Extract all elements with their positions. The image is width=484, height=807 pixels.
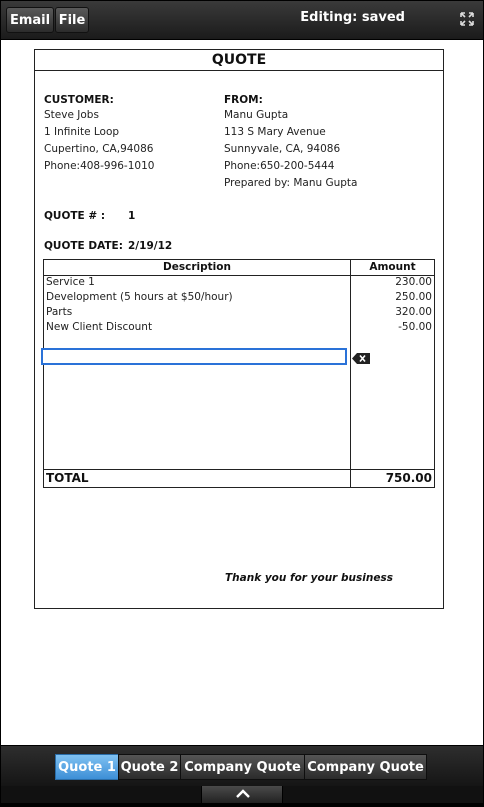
table-row-description[interactable]: Service 1 xyxy=(46,276,95,288)
quote-number-label: QUOTE # : xyxy=(44,210,106,222)
customer-label: CUSTOMER: xyxy=(44,94,114,106)
amount-header: Amount xyxy=(351,260,434,276)
table-row-description[interactable]: Development (5 hours at $50/hour) xyxy=(46,291,233,303)
delete-row-icon[interactable] xyxy=(352,353,370,364)
expand-panel-button[interactable] xyxy=(201,786,283,803)
thank-you-note[interactable]: Thank you for your business xyxy=(225,572,393,584)
tab-quote-2[interactable]: Quote 2 xyxy=(118,754,181,780)
total-value: 750.00 xyxy=(385,471,432,485)
file-button[interactable]: File xyxy=(55,7,89,33)
customer-phone[interactable]: Phone:408-996-1010 xyxy=(44,160,155,172)
quote-date-label: QUOTE DATE: xyxy=(44,240,123,252)
quote-tabs-bar xyxy=(1,745,483,786)
tab-quote-1[interactable]: Quote 1 xyxy=(55,754,119,780)
new-line-item-input[interactable] xyxy=(41,348,347,365)
total-label: TOTAL xyxy=(46,471,89,485)
table-row-description[interactable]: Parts xyxy=(46,306,73,318)
table-row-amount[interactable]: 320.00 xyxy=(395,306,432,318)
tab-company-quote-1[interactable]: Company Quote xyxy=(180,754,305,780)
from-phone[interactable]: Phone:650-200-5444 xyxy=(224,160,335,172)
table-row-amount[interactable]: -50.00 xyxy=(398,321,432,333)
email-button[interactable]: Email xyxy=(6,7,54,33)
expand-icon[interactable] xyxy=(460,12,474,26)
from-label: FROM: xyxy=(224,94,263,106)
table-row-amount[interactable]: 230.00 xyxy=(395,276,432,288)
table-row-amount[interactable]: 250.00 xyxy=(395,291,432,303)
from-address2[interactable]: Sunnyvale, CA, 94086 xyxy=(224,143,341,155)
from-address1[interactable]: 113 S Mary Avenue xyxy=(224,126,326,138)
tab-company-quote-2[interactable]: Company Quote xyxy=(304,754,427,780)
customer-address1[interactable]: 1 Infinite Loop xyxy=(44,126,120,138)
table-row-description[interactable]: New Client Discount xyxy=(46,321,153,333)
save-status: Editing: saved xyxy=(300,10,405,25)
bottom-handle-bar xyxy=(1,786,483,803)
top-toolbar xyxy=(1,1,483,40)
description-header: Description xyxy=(44,260,350,276)
from-name[interactable]: Manu Gupta xyxy=(224,109,289,121)
total-divider xyxy=(44,469,434,470)
chevron-up-icon xyxy=(235,789,251,799)
quote-document xyxy=(34,49,444,609)
quote-title: QUOTE xyxy=(35,50,443,71)
document-area xyxy=(1,40,483,745)
customer-address2[interactable]: Cupertino, CA,94086 xyxy=(44,143,154,155)
prepared-by[interactable]: Prepared by: Manu Gupta xyxy=(224,177,358,189)
quote-number-value[interactable]: 1 xyxy=(128,210,136,222)
customer-name[interactable]: Steve Jobs xyxy=(44,109,99,121)
column-divider xyxy=(350,260,351,487)
quote-date-value[interactable]: 2/19/12 xyxy=(128,240,173,252)
line-items-table xyxy=(43,259,435,488)
